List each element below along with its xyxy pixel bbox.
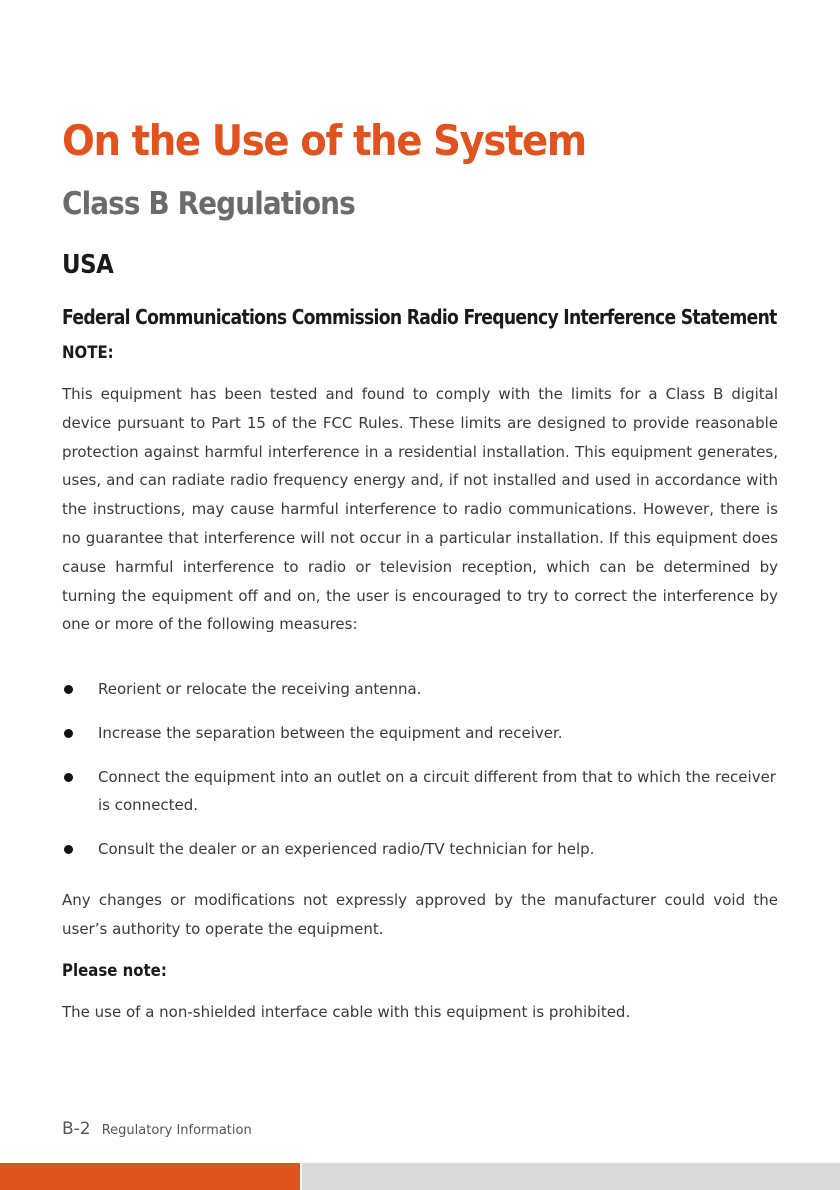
modifications-paragraph: Any changes or modifications not expressly approved by the manufacturer could void the user’s authority to operate the equipment. [62, 891, 778, 938]
page-title: On the Use of the System [62, 116, 586, 165]
footer-section-name: Regulatory Information [101, 1123, 252, 1138]
bullet-icon [64, 685, 73, 694]
country-title: USA [62, 250, 114, 280]
measures-list [62, 675, 778, 864]
footer-accent-bar [0, 1163, 300, 1190]
list-item [62, 719, 778, 748]
footer-gray-bar [302, 1163, 840, 1190]
bullet-icon [64, 845, 73, 854]
note-label: NOTE: [62, 343, 114, 363]
list-item [62, 835, 778, 864]
section-title: Class B Regulations [62, 186, 355, 222]
shielded-cable-paragraph: The use of a non-shielded interface cable with this equipment is prohibited. [62, 1003, 631, 1021]
bullet-icon [64, 773, 73, 782]
fcc-statement-paragraph: This equipment has been tested and found to comply with the limits for a Class B digital device pursuant to Part 15 of the FCC Rules. These limits are designed to provide reasonable protection against harmful interference in a residential installation. This equipment generates, uses, and can radiate radio frequency energy and, if not installed and used in accordance with the instructions, may cause harmful interference to radio communications. However, there is no guarantee that interference will not occur in a particular installation. If this equipment does cause harmful interference to radio or television reception, which can be determined by turning the equipment off and on, the user is encouraged to try to correct the interference by one or more of the following measures: [62, 385, 778, 634]
list-item-text: Connect the equipment into an outlet on a circuit different from that to which the receiver is connected. [98, 767, 776, 815]
statement-title: Federal Communications Commission Radio Frequency Interference Statement [62, 305, 777, 329]
page-footer [62, 1119, 252, 1139]
list-item-text: Increase the separation between the equipment and receiver. [98, 723, 563, 742]
list-item-text: Reorient or relocate the receiving antenna. [98, 680, 422, 698]
list-item [62, 675, 778, 704]
list-item-text: Consult the dealer or an experienced radio/TV technician for help. [98, 840, 595, 859]
please-note-label: Please note: [62, 961, 167, 981]
list-item [62, 763, 778, 821]
bullet-icon [64, 729, 73, 738]
page-number: B-2 [62, 1119, 91, 1139]
